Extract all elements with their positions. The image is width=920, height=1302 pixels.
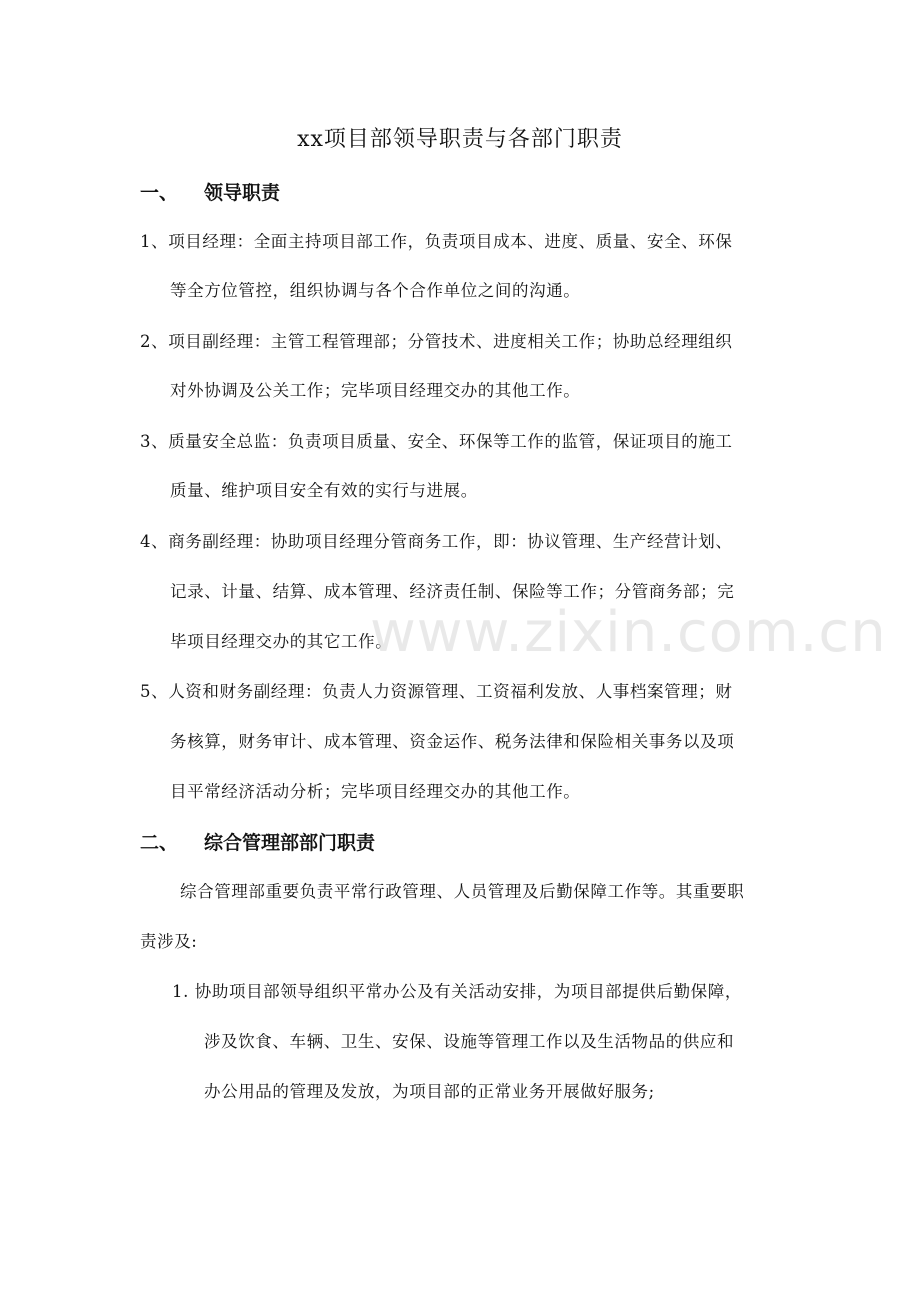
section-title: 领导职责 <box>204 182 281 204</box>
paragraph-line: 对外协调及公关工作；完毕项目经理交办的其他工作。 <box>170 381 581 400</box>
paragraph-line: 责涉及: <box>140 932 198 951</box>
paragraph-line: 质量、维护项目安全有效的实行与进展。 <box>170 481 478 500</box>
section-number: 二、 <box>140 832 179 854</box>
section-heading <box>140 178 280 205</box>
paragraph-line: 4、商务副经理：协助项目经理分管商务工作，即：协议管理、生产经营计划、 <box>140 532 733 551</box>
paragraph-line: 3、质量安全总监：负责项目质量、安全、环保等工作的监管，保证项目的施工 <box>140 432 733 451</box>
paragraph-line: 1、项目经理：全面主持项目部工作，负责项目成本、进度、质量、安全、环保 <box>140 232 733 251</box>
section-number: 一、 <box>140 182 179 204</box>
paragraph-line: 1. 协助项目部领导组织平常办公及有关活动安排，为项目部提供后勤保障， <box>172 982 742 1001</box>
section-heading <box>140 828 375 855</box>
paragraph-line: 等全方位管控，组织协调与各个合作单位之间的沟通。 <box>170 281 581 300</box>
paragraph-line: 办公用品的管理及发放，为项目部的正常业务开展做好服务; <box>204 1082 655 1101</box>
watermark: www.zixin.com.cn <box>370 600 887 665</box>
paragraph-line: 毕项目经理交办的其它工作。 <box>170 632 393 651</box>
document-title: xx项目部领导职责与各部门职责 <box>297 127 623 152</box>
paragraph-line: 目平常经济活动分析；完毕项目经理交办的其他工作。 <box>170 782 581 801</box>
paragraph-line: 综合管理部重要负责平常行政管理、人员管理及后勤保障工作等。其重要职 <box>180 882 745 901</box>
section-title: 综合管理部部门职责 <box>204 832 376 854</box>
paragraph-line: 记录、计量、结算、成本管理、经济责任制、保险等工作；分管商务部；完 <box>170 582 735 601</box>
paragraph-line: 涉及饮食、车辆、卫生、安保、设施等管理工作以及生活物品的供应和 <box>204 1032 735 1051</box>
paragraph-line: 2、项目副经理：主管工程管理部；分管技术、进度相关工作；协助总经理组织 <box>140 332 733 351</box>
paragraph-line: 5、人资和财务副经理：负责人力资源管理、工资福利发放、人事档案管理；财 <box>140 682 733 701</box>
paragraph-line: 务核算，财务审计、成本管理、资金运作、税务法律和保险相关事务以及项 <box>170 732 735 751</box>
